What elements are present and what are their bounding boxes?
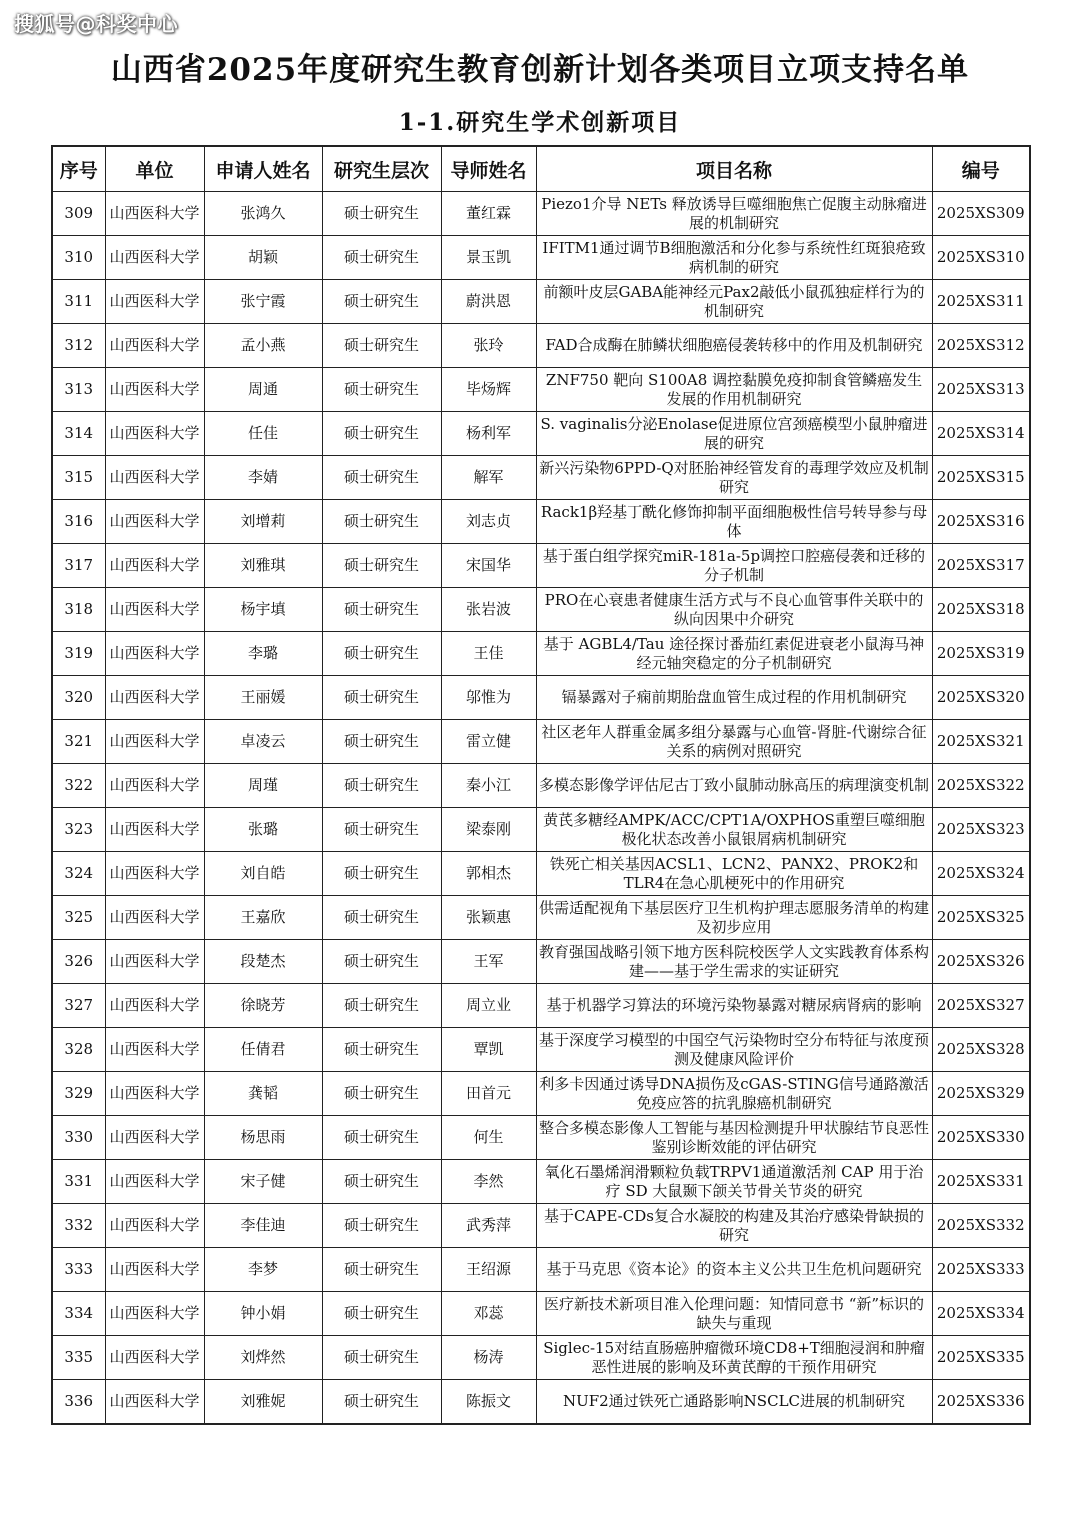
cell-project: PRO在心衰患者健康生活方式与不良心血管事件关联中的纵向因果中介研究 xyxy=(536,588,932,632)
cell-code: 2025XS333 xyxy=(932,1248,1030,1292)
cell-advisor: 蔚洪恩 xyxy=(441,280,536,324)
cell-unit: 山西医科大学 xyxy=(105,984,204,1028)
cell-applicant: 刘雅妮 xyxy=(204,1380,322,1425)
cell-advisor: 郭相杰 xyxy=(441,852,536,896)
watermark: 搜狐号@科奖中心 xyxy=(14,12,178,36)
cell-level: 硕士研究生 xyxy=(322,1072,441,1116)
page-title: 山西省2025年度研究生教育创新计划各类项目立项支持名单 xyxy=(110,52,970,88)
header-code: 编号 xyxy=(932,146,1030,192)
header-unit: 单位 xyxy=(105,146,204,192)
cell-applicant: 杨思雨 xyxy=(204,1116,322,1160)
cell-applicant: 李璐 xyxy=(204,632,322,676)
cell-applicant: 刘自皓 xyxy=(204,852,322,896)
table-row xyxy=(52,1028,1030,1072)
cell-code: 2025XS330 xyxy=(932,1116,1030,1160)
cell-code: 2025XS315 xyxy=(932,456,1030,500)
project-table xyxy=(51,145,1031,1425)
table-row xyxy=(52,324,1030,368)
cell-project: 前额叶皮层GABA能神经元Pax2敲低小鼠孤独症样行为的机制研究 xyxy=(536,280,932,324)
cell-unit: 山西医科大学 xyxy=(105,764,204,808)
cell-project: NUF2通过铁死亡通路影响NSCLC进展的机制研究 xyxy=(536,1380,932,1425)
cell-unit: 山西医科大学 xyxy=(105,720,204,764)
cell-unit: 山西医科大学 xyxy=(105,632,204,676)
cell-applicant: 段楚杰 xyxy=(204,940,322,984)
cell-serial: 335 xyxy=(52,1336,105,1380)
cell-code: 2025XS334 xyxy=(932,1292,1030,1336)
cell-level: 硕士研究生 xyxy=(322,192,441,236)
cell-applicant: 张璐 xyxy=(204,808,322,852)
cell-code: 2025XS336 xyxy=(932,1380,1030,1425)
cell-project: Piezo1介导 NETs 释放诱导巨噬细胞焦亡促腹主动脉瘤进展的机制研究 xyxy=(536,192,932,236)
cell-applicant: 李梦 xyxy=(204,1248,322,1292)
table-row xyxy=(52,1072,1030,1116)
cell-code: 2025XS310 xyxy=(932,236,1030,280)
cell-advisor: 董红霖 xyxy=(441,192,536,236)
cell-advisor: 毕炀辉 xyxy=(441,368,536,412)
cell-serial: 324 xyxy=(52,852,105,896)
header-applicant: 申请人姓名 xyxy=(204,146,322,192)
cell-applicant: 任倩君 xyxy=(204,1028,322,1072)
cell-serial: 330 xyxy=(52,1116,105,1160)
table-row xyxy=(52,632,1030,676)
cell-serial: 336 xyxy=(52,1380,105,1425)
cell-applicant: 宋子健 xyxy=(204,1160,322,1204)
table-row xyxy=(52,500,1030,544)
cell-level: 硕士研究生 xyxy=(322,984,441,1028)
table-row xyxy=(52,940,1030,984)
cell-serial: 316 xyxy=(52,500,105,544)
cell-applicant: 任佳 xyxy=(204,412,322,456)
cell-level: 硕士研究生 xyxy=(322,1204,441,1248)
cell-advisor: 张岩波 xyxy=(441,588,536,632)
cell-project: 供需适配视角下基层医疗卫生机构护理志愿服务清单的构建及初步应用 xyxy=(536,896,932,940)
table-row xyxy=(52,896,1030,940)
cell-code: 2025XS328 xyxy=(932,1028,1030,1072)
cell-code: 2025XS322 xyxy=(932,764,1030,808)
cell-level: 硕士研究生 xyxy=(322,412,441,456)
cell-level: 硕士研究生 xyxy=(322,280,441,324)
cell-serial: 318 xyxy=(52,588,105,632)
cell-project: 黄芪多糖经AMPK/ACC/CPT1A/OXPHOS重塑巨噬细胞极化状态改善小鼠银屑病机制研究 xyxy=(536,808,932,852)
cell-project: 利多卡因通过诱导DNA损伤及cGAS-STING信号通路激活免疫应答的抗乳腺癌机制研究 xyxy=(536,1072,932,1116)
cell-project: ZNF750 靶向 S100A8 调控黏膜免疫抑制食管鳞癌发生发展的作用机制研究 xyxy=(536,368,932,412)
table-row xyxy=(52,1292,1030,1336)
cell-unit: 山西医科大学 xyxy=(105,676,204,720)
cell-code: 2025XS329 xyxy=(932,1072,1030,1116)
cell-project: 多模态影像学评估尼古丁致小鼠肺动脉高压的病理演变机制 xyxy=(536,764,932,808)
cell-project: 整合多模态影像人工智能与基因检测提升甲状腺结节良恶性鉴别诊断效能的评估研究 xyxy=(536,1116,932,1160)
cell-level: 硕士研究生 xyxy=(322,632,441,676)
cell-code: 2025XS314 xyxy=(932,412,1030,456)
cell-code: 2025XS317 xyxy=(932,544,1030,588)
cell-code: 2025XS312 xyxy=(932,324,1030,368)
cell-project: 基于CAPE-CDs复合水凝胶的构建及其治疗感染骨缺损的研究 xyxy=(536,1204,932,1248)
cell-project: 新兴污染物6PPD-Q对胚胎神经管发育的毒理学效应及机制研究 xyxy=(536,456,932,500)
cell-code: 2025XS323 xyxy=(932,808,1030,852)
cell-advisor: 何生 xyxy=(441,1116,536,1160)
cell-applicant: 龚韬 xyxy=(204,1072,322,1116)
cell-advisor: 刘志贞 xyxy=(441,500,536,544)
cell-applicant: 刘增莉 xyxy=(204,500,322,544)
table-body xyxy=(52,192,1030,1425)
cell-unit: 山西医科大学 xyxy=(105,544,204,588)
cell-level: 硕士研究生 xyxy=(322,1292,441,1336)
cell-applicant: 张鸿久 xyxy=(204,192,322,236)
cell-level: 硕士研究生 xyxy=(322,852,441,896)
table-row xyxy=(52,808,1030,852)
cell-advisor: 李然 xyxy=(441,1160,536,1204)
cell-unit: 山西医科大学 xyxy=(105,1028,204,1072)
table-row xyxy=(52,764,1030,808)
cell-level: 硕士研究生 xyxy=(322,1380,441,1425)
cell-level: 硕士研究生 xyxy=(322,588,441,632)
cell-level: 硕士研究生 xyxy=(322,1248,441,1292)
table-row xyxy=(52,1116,1030,1160)
cell-applicant: 徐晓芳 xyxy=(204,984,322,1028)
cell-unit: 山西医科大学 xyxy=(105,1336,204,1380)
cell-unit: 山西医科大学 xyxy=(105,280,204,324)
cell-advisor: 杨利军 xyxy=(441,412,536,456)
cell-applicant: 刘雅琪 xyxy=(204,544,322,588)
cell-level: 硕士研究生 xyxy=(322,1336,441,1380)
cell-code: 2025XS320 xyxy=(932,676,1030,720)
cell-unit: 山西医科大学 xyxy=(105,1248,204,1292)
cell-applicant: 李婧 xyxy=(204,456,322,500)
table-row xyxy=(52,280,1030,324)
cell-advisor: 梁泰刚 xyxy=(441,808,536,852)
cell-applicant: 张宁霞 xyxy=(204,280,322,324)
cell-code: 2025XS332 xyxy=(932,1204,1030,1248)
cell-advisor: 宋国华 xyxy=(441,544,536,588)
cell-level: 硕士研究生 xyxy=(322,676,441,720)
table-row xyxy=(52,236,1030,280)
table-row xyxy=(52,544,1030,588)
cell-level: 硕士研究生 xyxy=(322,1160,441,1204)
cell-serial: 327 xyxy=(52,984,105,1028)
cell-serial: 317 xyxy=(52,544,105,588)
cell-unit: 山西医科大学 xyxy=(105,368,204,412)
cell-serial: 313 xyxy=(52,368,105,412)
cell-project: 社区老年人群重金属多组分暴露与心血管-肾脏-代谢综合征关系的病例对照研究 xyxy=(536,720,932,764)
cell-advisor: 张颖惠 xyxy=(441,896,536,940)
cell-level: 硕士研究生 xyxy=(322,456,441,500)
cell-serial: 315 xyxy=(52,456,105,500)
cell-unit: 山西医科大学 xyxy=(105,192,204,236)
cell-level: 硕士研究生 xyxy=(322,1116,441,1160)
cell-advisor: 周立业 xyxy=(441,984,536,1028)
table-row xyxy=(52,192,1030,236)
cell-level: 硕士研究生 xyxy=(322,720,441,764)
cell-applicant: 胡颖 xyxy=(204,236,322,280)
header-level: 研究生层次 xyxy=(322,146,441,192)
cell-project: 基于蛋白组学探究miR-181a-5p调控口腔癌侵袭和迁移的分子机制 xyxy=(536,544,932,588)
table-row xyxy=(52,1204,1030,1248)
cell-advisor: 王绍源 xyxy=(441,1248,536,1292)
cell-serial: 310 xyxy=(52,236,105,280)
cell-serial: 323 xyxy=(52,808,105,852)
table-row xyxy=(52,1248,1030,1292)
cell-serial: 328 xyxy=(52,1028,105,1072)
cell-serial: 320 xyxy=(52,676,105,720)
cell-applicant: 杨宇填 xyxy=(204,588,322,632)
cell-applicant: 周瑾 xyxy=(204,764,322,808)
cell-code: 2025XS331 xyxy=(932,1160,1030,1204)
cell-project: 氧化石墨烯润滑颗粒负载TRPV1通道激活剂 CAP 用于治疗 SD 大鼠颞下颌关节骨关节炎的研究 xyxy=(536,1160,932,1204)
cell-project: 镉暴露对子痫前期胎盘血管生成过程的作用机制研究 xyxy=(536,676,932,720)
cell-advisor: 杨涛 xyxy=(441,1336,536,1380)
cell-unit: 山西医科大学 xyxy=(105,1160,204,1204)
cell-applicant: 孟小燕 xyxy=(204,324,322,368)
cell-applicant: 卓凌云 xyxy=(204,720,322,764)
cell-serial: 319 xyxy=(52,632,105,676)
table-row xyxy=(52,1160,1030,1204)
cell-advisor: 武秀萍 xyxy=(441,1204,536,1248)
cell-code: 2025XS316 xyxy=(932,500,1030,544)
table-row xyxy=(52,984,1030,1028)
cell-serial: 329 xyxy=(52,1072,105,1116)
cell-unit: 山西医科大学 xyxy=(105,1380,204,1425)
cell-project: 医疗新技术新项目准入伦理问题：知情同意书 “新”标识的缺失与重现 xyxy=(536,1292,932,1336)
cell-unit: 山西医科大学 xyxy=(105,588,204,632)
cell-project: 基于机器学习算法的环境污染物暴露对糖尿病肾病的影响 xyxy=(536,984,932,1028)
cell-advisor: 景玉凯 xyxy=(441,236,536,280)
cell-project: S. vaginalis分泌Enolase促进原位宫颈癌模型小鼠肿瘤进展的研究 xyxy=(536,412,932,456)
cell-unit: 山西医科大学 xyxy=(105,940,204,984)
cell-project: 基于马克思《资本论》的资本主义公共卫生危机问题研究 xyxy=(536,1248,932,1292)
cell-advisor: 雷立健 xyxy=(441,720,536,764)
cell-code: 2025XS309 xyxy=(932,192,1030,236)
cell-advisor: 邓蕊 xyxy=(441,1292,536,1336)
cell-project: 基于深度学习模型的中国空气污染物时空分布特征与浓度预测及健康风险评价 xyxy=(536,1028,932,1072)
cell-serial: 326 xyxy=(52,940,105,984)
cell-project: FAD合成酶在肺鳞状细胞癌侵袭转移中的作用及机制研究 xyxy=(536,324,932,368)
cell-code: 2025XS321 xyxy=(932,720,1030,764)
cell-unit: 山西医科大学 xyxy=(105,1204,204,1248)
cell-advisor: 秦小江 xyxy=(441,764,536,808)
cell-unit: 山西医科大学 xyxy=(105,236,204,280)
cell-level: 硕士研究生 xyxy=(322,544,441,588)
cell-serial: 325 xyxy=(52,896,105,940)
cell-unit: 山西医科大学 xyxy=(105,896,204,940)
cell-unit: 山西医科大学 xyxy=(105,1292,204,1336)
table-row xyxy=(52,852,1030,896)
cell-code: 2025XS335 xyxy=(932,1336,1030,1380)
cell-serial: 333 xyxy=(52,1248,105,1292)
cell-applicant: 刘烨然 xyxy=(204,1336,322,1380)
cell-unit: 山西医科大学 xyxy=(105,456,204,500)
cell-applicant: 王嘉欣 xyxy=(204,896,322,940)
header-project: 项目名称 xyxy=(536,146,932,192)
cell-serial: 322 xyxy=(52,764,105,808)
cell-level: 硕士研究生 xyxy=(322,500,441,544)
cell-serial: 334 xyxy=(52,1292,105,1336)
table-row xyxy=(52,456,1030,500)
cell-level: 硕士研究生 xyxy=(322,1028,441,1072)
cell-project: 基于 AGBL4/Tau 途径探讨番茄红素促进衰老小鼠海马神经元轴突稳定的分子机制研究 xyxy=(536,632,932,676)
cell-level: 硕士研究生 xyxy=(322,236,441,280)
cell-project: 铁死亡相关基因ACSL1、LCN2、PANX2、PROK2和TLR4在急心肌梗死中的作用研究 xyxy=(536,852,932,896)
cell-unit: 山西医科大学 xyxy=(105,1116,204,1160)
cell-level: 硕士研究生 xyxy=(322,808,441,852)
cell-serial: 332 xyxy=(52,1204,105,1248)
cell-level: 硕士研究生 xyxy=(322,764,441,808)
table-row xyxy=(52,1336,1030,1380)
table-row xyxy=(52,588,1030,632)
cell-code: 2025XS325 xyxy=(932,896,1030,940)
cell-project: Rack1β羟基丁酰化修饰抑制平面细胞极性信号转导参与母体 xyxy=(536,500,932,544)
cell-advisor: 解军 xyxy=(441,456,536,500)
cell-level: 硕士研究生 xyxy=(322,368,441,412)
cell-code: 2025XS319 xyxy=(932,632,1030,676)
cell-level: 硕士研究生 xyxy=(322,940,441,984)
cell-code: 2025XS311 xyxy=(932,280,1030,324)
table-row xyxy=(52,676,1030,720)
header-advisor: 导师姓名 xyxy=(441,146,536,192)
cell-serial: 309 xyxy=(52,192,105,236)
cell-advisor: 张玲 xyxy=(441,324,536,368)
cell-project: IFITM1通过调节B细胞激活和分化参与系统性红斑狼疮致病机制的研究 xyxy=(536,236,932,280)
cell-unit: 山西医科大学 xyxy=(105,808,204,852)
cell-unit: 山西医科大学 xyxy=(105,852,204,896)
cell-code: 2025XS313 xyxy=(932,368,1030,412)
cell-serial: 331 xyxy=(52,1160,105,1204)
cell-serial: 311 xyxy=(52,280,105,324)
table-row xyxy=(52,412,1030,456)
cell-unit: 山西医科大学 xyxy=(105,1072,204,1116)
cell-unit: 山西医科大学 xyxy=(105,500,204,544)
cell-advisor: 田首元 xyxy=(441,1072,536,1116)
cell-code: 2025XS326 xyxy=(932,940,1030,984)
table-header xyxy=(52,146,1030,192)
cell-serial: 314 xyxy=(52,412,105,456)
cell-code: 2025XS318 xyxy=(932,588,1030,632)
page-subtitle: 1-1.研究生学术创新项目 xyxy=(398,109,682,136)
cell-applicant: 钟小娟 xyxy=(204,1292,322,1336)
cell-advisor: 陈振文 xyxy=(441,1380,536,1425)
cell-applicant: 李佳迪 xyxy=(204,1204,322,1248)
cell-applicant: 王丽媛 xyxy=(204,676,322,720)
header-serial: 序号 xyxy=(52,146,105,192)
cell-serial: 312 xyxy=(52,324,105,368)
table-row xyxy=(52,368,1030,412)
cell-unit: 山西医科大学 xyxy=(105,412,204,456)
cell-code: 2025XS324 xyxy=(932,852,1030,896)
cell-level: 硕士研究生 xyxy=(322,896,441,940)
cell-unit: 山西医科大学 xyxy=(105,324,204,368)
table-row xyxy=(52,1380,1030,1425)
cell-project: Siglec-15对结直肠癌肿瘤微环境CD8+T细胞浸润和肿瘤恶性进展的影响及环黄芪醇的干预作用研究 xyxy=(536,1336,932,1380)
cell-advisor: 王佳 xyxy=(441,632,536,676)
cell-advisor: 邬惟为 xyxy=(441,676,536,720)
cell-project: 教育强国战略引领下地方医科院校医学人文实践教育体系构建——基于学生需求的实证研究 xyxy=(536,940,932,984)
cell-serial: 321 xyxy=(52,720,105,764)
cell-level: 硕士研究生 xyxy=(322,324,441,368)
cell-advisor: 覃凯 xyxy=(441,1028,536,1072)
table-row xyxy=(52,720,1030,764)
cell-applicant: 周通 xyxy=(204,368,322,412)
cell-advisor: 王军 xyxy=(441,940,536,984)
cell-code: 2025XS327 xyxy=(932,984,1030,1028)
